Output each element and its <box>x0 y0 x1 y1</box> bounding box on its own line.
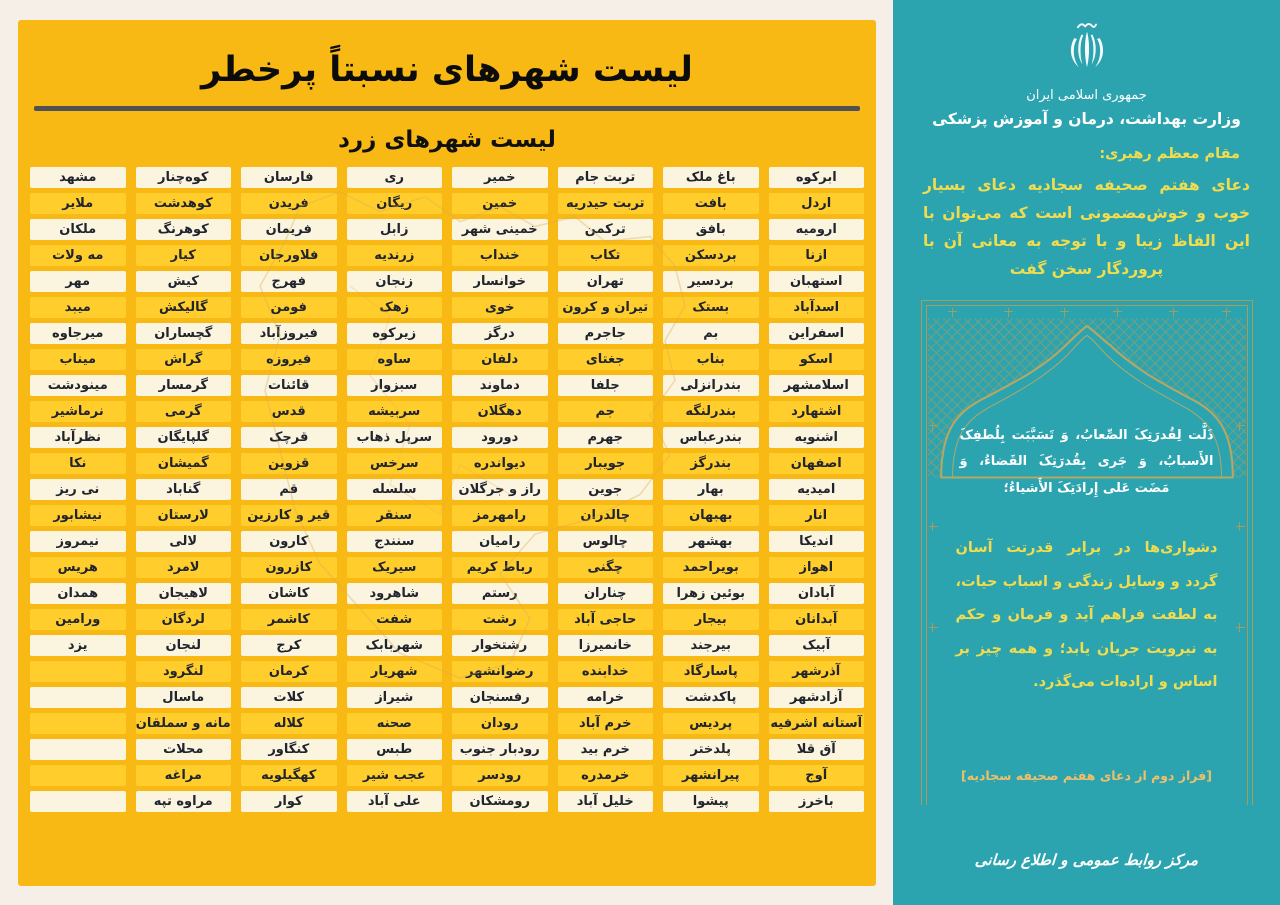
city-cell: بهشهر <box>663 531 759 552</box>
city-cell: سرپل ذهاب <box>347 427 443 448</box>
city-cell: قرچک <box>241 427 337 448</box>
city-cell: زرندیه <box>347 245 443 266</box>
city-cell: ازنا <box>769 245 865 266</box>
city-cell: شفت <box>347 609 443 630</box>
city-cell: بهبهان <box>663 505 759 526</box>
city-cell: لردگان <box>136 609 232 630</box>
city-cell: کوهرنگ <box>136 219 232 240</box>
city-cell <box>30 765 126 786</box>
city-cell: میرجاوه <box>30 323 126 344</box>
city-cell: فریدن <box>241 193 337 214</box>
city-cell: رامهرمز <box>452 505 548 526</box>
city-cell: همدان <box>30 583 126 604</box>
city-cell: مینودشت <box>30 375 126 396</box>
city-cell: مهر <box>30 271 126 292</box>
plus-ornament <box>929 522 938 531</box>
city-cell: رضوانشهر <box>452 661 548 682</box>
city-cell: راز و جرگلان <box>452 479 548 500</box>
city-cell: خمینی شهر <box>452 219 548 240</box>
city-cell: دماوند <box>452 375 548 396</box>
city-cell: پردیس <box>663 713 759 734</box>
city-cell: بردسیر <box>663 271 759 292</box>
plus-ornament <box>1004 308 1013 317</box>
city-cell: شهربابک <box>347 635 443 656</box>
city-cell: زابل <box>347 219 443 240</box>
city-cell: زنجان <box>347 271 443 292</box>
city-cell: تکاب <box>558 245 654 266</box>
city-cell: سنقر <box>347 505 443 526</box>
table-row <box>30 271 864 292</box>
city-cell: لنگرود <box>136 661 232 682</box>
city-cell: فارسان <box>241 167 337 188</box>
city-cell: رودسر <box>452 765 548 786</box>
city-cell <box>30 713 126 734</box>
table-row <box>30 739 864 760</box>
city-cell: جوین <box>558 479 654 500</box>
city-cell: قزوین <box>241 453 337 474</box>
city-cell: بافت <box>663 193 759 214</box>
city-cell: سیریک <box>347 557 443 578</box>
plus-ornament <box>1060 308 1069 317</box>
ministry-name: وزارت بهداشت، درمان و آموزش پزشکی <box>932 110 1241 128</box>
plus-ornament <box>1236 522 1245 531</box>
city-cell: پاکدشت <box>663 687 759 708</box>
city-cell: پاسارگاد <box>663 661 759 682</box>
city-cell: گالیکش <box>136 297 232 318</box>
city-cell: آستانه اشرفیه <box>769 713 865 734</box>
city-cell: نرماشیر <box>30 401 126 422</box>
cities-table <box>30 167 864 812</box>
table-row <box>30 531 864 552</box>
city-cell: انار <box>769 505 865 526</box>
city-cell: ملایر <box>30 193 126 214</box>
table-row <box>30 765 864 786</box>
city-cell: ابرکوه <box>769 167 865 188</box>
city-cell: بیرجند <box>663 635 759 656</box>
city-cell: جویبار <box>558 453 654 474</box>
city-cell: ارومیه <box>769 219 865 240</box>
city-cell: کهگیلویه <box>241 765 337 786</box>
city-cell: سربیشه <box>347 401 443 422</box>
city-cell: ساوه <box>347 349 443 370</box>
city-cell: ترکمن <box>558 219 654 240</box>
city-cell: رشت <box>452 609 548 630</box>
table-row <box>30 297 864 318</box>
city-cell: اشنویه <box>769 427 865 448</box>
city-cell <box>30 661 126 682</box>
city-cell: امیدیه <box>769 479 865 500</box>
iran-emblem <box>1058 20 1116 78</box>
ornate-frame <box>921 300 1253 805</box>
city-cell: زیرکوه <box>347 323 443 344</box>
plus-ornament <box>1222 308 1231 317</box>
city-cell: قیر و کارزین <box>241 505 337 526</box>
city-cell: جم <box>558 401 654 422</box>
city-cell: آذرشهر <box>769 661 865 682</box>
city-cell: شیراز <box>347 687 443 708</box>
table-row <box>30 583 864 604</box>
city-cell: خوی <box>452 297 548 318</box>
city-cell: کوهدشت <box>136 193 232 214</box>
city-cell: نی ریز <box>30 479 126 500</box>
city-cell: ورامین <box>30 609 126 630</box>
city-cell: تربت حیدریه <box>558 193 654 214</box>
city-cell <box>30 687 126 708</box>
city-cell: تهران <box>558 271 654 292</box>
leader-quote: دعای هفتم صحیفه سجادیه دعای بسیار خوب و خوش‌مضمونی است که می‌توان با این الفاظ زیبا و با توجه به معانی آن با پروردگار سخن گفت <box>923 176 1250 278</box>
city-cell: رودان <box>452 713 548 734</box>
table-row <box>30 479 864 500</box>
city-cell: کلات <box>241 687 337 708</box>
city-cell: پلدختر <box>663 739 759 760</box>
city-cell: صحنه <box>347 713 443 734</box>
city-cell: زهک <box>347 297 443 318</box>
city-cell: سلسله <box>347 479 443 500</box>
table-row <box>30 661 864 682</box>
table-row <box>30 453 864 474</box>
table-row <box>30 219 864 240</box>
city-cell: فهرج <box>241 271 337 292</box>
city-cell: فلاورجان <box>241 245 337 266</box>
city-cell: اسکو <box>769 349 865 370</box>
city-cell: چگنی <box>558 557 654 578</box>
city-cell: ملکان <box>30 219 126 240</box>
table-row <box>30 557 864 578</box>
city-cell: تیران و کرون <box>558 297 654 318</box>
city-cell: بافق <box>663 219 759 240</box>
city-cell: خوانسار <box>452 271 548 292</box>
city-cell: گرمی <box>136 401 232 422</box>
city-cell: بندرانزلی <box>663 375 759 396</box>
city-cell: دهگلان <box>452 401 548 422</box>
plus-ornament <box>1236 623 1245 632</box>
city-cell: کلاله <box>241 713 337 734</box>
city-cell: خمین <box>452 193 548 214</box>
city-cell: لالی <box>136 531 232 552</box>
city-cell: کوه‌چنار <box>136 167 232 188</box>
city-cell: لامرد <box>136 557 232 578</box>
city-cell: خنداب <box>452 245 548 266</box>
city-cell: فیروزآباد <box>241 323 337 344</box>
ministry-panel <box>893 0 1280 905</box>
city-cell: آبدانان <box>769 609 865 630</box>
city-cell: اصفهان <box>769 453 865 474</box>
city-cell: آزادشهر <box>769 687 865 708</box>
city-cell: بهار <box>663 479 759 500</box>
city-cell: آبادان <box>769 583 865 604</box>
city-cell: کیار <box>136 245 232 266</box>
city-cell: کازرون <box>241 557 337 578</box>
city-cell: گناباد <box>136 479 232 500</box>
city-cell: گلپایگان <box>136 427 232 448</box>
city-cell: طبس <box>347 739 443 760</box>
table-row <box>30 687 864 708</box>
leader-heading: مقام معظم رهبری: <box>1099 146 1240 162</box>
city-cell: اسلامشهر <box>769 375 865 396</box>
table-row <box>30 505 864 526</box>
city-cell: فریمان <box>241 219 337 240</box>
city-cell: مراغه <box>136 765 232 786</box>
city-cell: شهریار <box>347 661 443 682</box>
city-cell: چالوس <box>558 531 654 552</box>
city-cell: کرج <box>241 635 337 656</box>
city-cell: رباط کریم <box>452 557 548 578</box>
city-cell: درگز <box>452 323 548 344</box>
plus-ornament <box>948 308 957 317</box>
city-cell: کرمان <box>241 661 337 682</box>
plus-ornament <box>1169 308 1178 317</box>
city-cell: فیروزه <box>241 349 337 370</box>
city-cell: سبزوار <box>347 375 443 396</box>
poster-title: لیست شهرهای نسبتاً پرخطر <box>201 50 693 90</box>
pr-center-signature: مرکز روابط عمومی و اطلاع رسانی <box>974 850 1199 869</box>
city-cell: قدس <box>241 401 337 422</box>
title-divider <box>34 106 860 111</box>
city-cell: اندیکا <box>769 531 865 552</box>
city-cell: بندرگز <box>663 453 759 474</box>
city-cell: جغتای <box>558 349 654 370</box>
city-cell: خرمدره <box>558 765 654 786</box>
table-row <box>30 609 864 630</box>
plus-ornament <box>1113 308 1122 317</box>
city-cell: بستک <box>663 297 759 318</box>
city-cell: مه ولات <box>30 245 126 266</box>
city-cell: کاشمر <box>241 609 337 630</box>
city-cell: کارون <box>241 531 337 552</box>
table-row <box>30 167 864 188</box>
city-cell: بناب <box>663 349 759 370</box>
city-cell: بم <box>663 323 759 344</box>
table-row <box>30 193 864 214</box>
city-cell: مراوه تپه <box>136 791 232 812</box>
city-cell: فومن <box>241 297 337 318</box>
table-row <box>30 401 864 422</box>
city-cell: یزد <box>30 635 126 656</box>
city-cell: ریگان <box>347 193 443 214</box>
government-name: جمهوری اسلامی ایران <box>1026 88 1147 103</box>
city-cell: خرم بید <box>558 739 654 760</box>
city-cell: خرامه <box>558 687 654 708</box>
city-cell: بوئین زهرا <box>663 583 759 604</box>
city-cell <box>30 791 126 812</box>
city-cell: قائنات <box>241 375 337 396</box>
city-cell: قم <box>241 479 337 500</box>
city-cell: لاهیجان <box>136 583 232 604</box>
city-cell: کیش <box>136 271 232 292</box>
city-cell: اسدآباد <box>769 297 865 318</box>
city-cell: بیجار <box>663 609 759 630</box>
table-row <box>30 713 864 734</box>
city-cell: لنجان <box>136 635 232 656</box>
city-cell: شاهرود <box>347 583 443 604</box>
city-cell: رودبار جنوب <box>452 739 548 760</box>
city-cell: گرمسار <box>136 375 232 396</box>
city-cell: باغ ملک <box>663 167 759 188</box>
city-cell: گراش <box>136 349 232 370</box>
poster-subtitle: لیست شهرهای زرد <box>338 127 556 153</box>
city-cell: کاشان <box>241 583 337 604</box>
city-cell: نیشابور <box>30 505 126 526</box>
city-cell: چالدران <box>558 505 654 526</box>
city-cell: ماسال <box>136 687 232 708</box>
city-cell: خلیل آباد <box>558 791 654 812</box>
city-cell: بردسکن <box>663 245 759 266</box>
city-cell: سنندج <box>347 531 443 552</box>
city-cell: لارستان <box>136 505 232 526</box>
city-cell: رفسنجان <box>452 687 548 708</box>
city-cell: میبد <box>30 297 126 318</box>
city-cell: دلفان <box>452 349 548 370</box>
city-cell: میناب <box>30 349 126 370</box>
city-cell: خانمیرزا <box>558 635 654 656</box>
city-cell: محلات <box>136 739 232 760</box>
city-cell: جاجرم <box>558 323 654 344</box>
table-row <box>30 635 864 656</box>
city-cell: عجب شیر <box>347 765 443 786</box>
table-row <box>30 323 864 344</box>
city-cell: دورود <box>452 427 548 448</box>
city-cell: نیمروز <box>30 531 126 552</box>
city-cell: خدابنده <box>558 661 654 682</box>
city-cell: رومشکان <box>452 791 548 812</box>
city-cell: باخرز <box>769 791 865 812</box>
city-cell: گچساران <box>136 323 232 344</box>
city-cell: آوج <box>769 765 865 786</box>
city-cell: نظرآباد <box>30 427 126 448</box>
table-row <box>30 349 864 370</box>
city-cell: کوار <box>241 791 337 812</box>
city-cell: خمیر <box>452 167 548 188</box>
city-cell: پیرانشهر <box>663 765 759 786</box>
city-cell: بندرعباس <box>663 427 759 448</box>
dua-citation: [فراز دوم از دعای هفتم صحیفه سجادیه] <box>961 767 1212 783</box>
city-cell: اشتهارد <box>769 401 865 422</box>
table-row <box>30 245 864 266</box>
city-cell: مشهد <box>30 167 126 188</box>
city-cell: ری <box>347 167 443 188</box>
city-cell <box>30 739 126 760</box>
city-cell: هریس <box>30 557 126 578</box>
city-cell: حاجی آباد <box>558 609 654 630</box>
persian-translation: دشواری‌ها در برابر قدرتت آسان گردد و وسایل زندگی و اسباب حیات، به لطفت فراهم آید و فرمان و حکم به نیرویت جریان یابد؛ و همه چیز بر اساس و اراده‌ات می‌گذرد. <box>955 540 1218 690</box>
city-cell: کنگاور <box>241 739 337 760</box>
arabic-dua: ذَلَّت لِقُدرَتِکَ الصِّعابُ، وَ تَسَبَّبَت بِلُطفِکَ الأَسبابُ، وَ جَری بِقُدرَتِکَ القَضاءُ، وَ مَضَت عَلی إِرادَتِکَ الأَشیاءُ؛ <box>959 427 1214 496</box>
city-cell: رشتخوار <box>452 635 548 656</box>
city-cell: جهرم <box>558 427 654 448</box>
city-cell: گمیشان <box>136 453 232 474</box>
city-cell: رستم <box>452 583 548 604</box>
city-cell: مانه و سملقان <box>136 713 232 734</box>
city-cell: اسفراین <box>769 323 865 344</box>
city-cell: بندرلنگه <box>663 401 759 422</box>
yellow-cities-poster <box>18 20 876 886</box>
city-cell: نکا <box>30 453 126 474</box>
city-cell: اهواز <box>769 557 865 578</box>
city-cell: آبیک <box>769 635 865 656</box>
plus-ornament <box>929 623 938 632</box>
city-cell: دیواندره <box>452 453 548 474</box>
table-row <box>30 375 864 396</box>
table-row <box>30 791 864 812</box>
city-cell: آق قلا <box>769 739 865 760</box>
city-cell: تربت جام <box>558 167 654 188</box>
city-cell: استهبان <box>769 271 865 292</box>
table-row <box>30 427 864 448</box>
city-cell: رامیان <box>452 531 548 552</box>
city-cell: پیشوا <box>663 791 759 812</box>
city-cell: علی آباد <box>347 791 443 812</box>
city-cell: اردل <box>769 193 865 214</box>
city-cell: سرخس <box>347 453 443 474</box>
city-cell: چناران <box>558 583 654 604</box>
city-cell: بویراحمد <box>663 557 759 578</box>
city-cell: جلفا <box>558 375 654 396</box>
city-cell: خرم آباد <box>558 713 654 734</box>
